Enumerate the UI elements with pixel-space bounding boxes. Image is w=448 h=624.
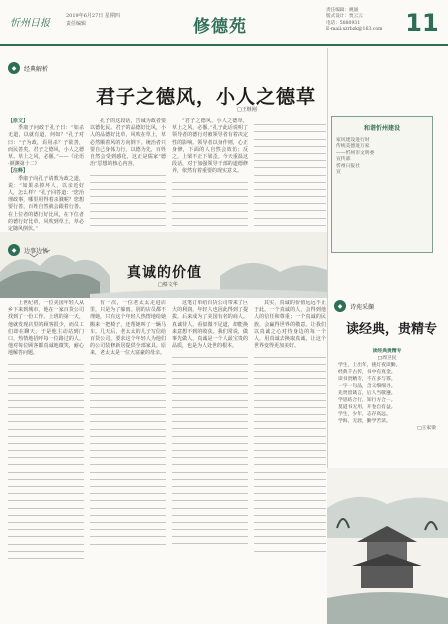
poem-signature: □王家梁 xyxy=(417,426,436,431)
poem-line: 学生，上出年，挑灯夜读勤。 xyxy=(338,363,401,368)
editor-credit: 责任编辑 xyxy=(66,21,87,27)
article2-column-1 xyxy=(8,300,84,618)
article2-headline: 真诚的价值 xyxy=(127,265,202,281)
article2-col1-text: 上世纪初，一位美国年轻人从乡下来到城市，他在一家百货公司找到了一份工作。上班的第一天，他就发现店里的顾客很少，而员工们却在聊天，于是他主动站到门口，热情地招呼每一位路过的人。他对每位顾客都真诚地微笑，耐心地解答问题。 xyxy=(8,300,84,357)
poem-block xyxy=(338,348,436,432)
poem-line: 学思结合行，知行方合一。 xyxy=(338,398,396,403)
article2-column-4 xyxy=(254,300,326,618)
paper-name: 忻州日报 xyxy=(10,18,50,29)
masthead xyxy=(0,0,448,46)
poem-line: 莫道书无用，开卷自有益。 xyxy=(338,405,396,410)
tag-dot-icon: ◆ xyxy=(334,300,346,312)
article1-tag xyxy=(8,62,48,74)
sidebar-item: ——忻州市文明委 xyxy=(336,150,375,156)
article1-column-4 xyxy=(254,118,326,232)
poem-line: 一字一句品，含义细细寻。 xyxy=(338,384,396,389)
poem-line: 经典千古传，书中有真金。 xyxy=(338,370,396,375)
article3-headline: 读经典，贵精专 xyxy=(346,322,438,337)
article3-tag-label: 诗苑采撷 xyxy=(350,303,375,311)
sidebar-item: 家风建设进行时 xyxy=(336,138,370,143)
article1-column-1 xyxy=(8,118,84,232)
tag-dot-icon: ◆ xyxy=(8,62,20,74)
pavilion-icon xyxy=(327,468,448,624)
poem-title: 读经典贵精专 xyxy=(372,348,402,354)
sidebar-box xyxy=(331,116,433,253)
tag-dot-icon: ◆ xyxy=(8,244,20,256)
article2-col3-text: 这笔订单给百货公司带来了巨大的利润，年轻人也因此得到了提拔，后来成为了美国有名的商人。真诚待人，看似微不足道，却能换来意想不到的收获。我们常说，做事先做人，真诚是一个人最宝贵的品质，也是为人处世的根本。 xyxy=(172,300,248,350)
source-label: 【原文】 xyxy=(8,118,29,124)
article1-column-3 xyxy=(172,118,248,232)
note-text: 季康子向孔子请教为政之道，说：“如果杀掉坏人，以亲近好人，怎么样？”孔子回答道：“您治理政事，哪里用得着杀戮呢？您想要行善，百姓自然就会跟着行善。在上位者的德行好比风，在下位者的德行好比草，风吹到草上，草必定随风倒伏。” xyxy=(8,175,84,232)
sidebar-title: 和谐忻州建设 xyxy=(363,125,400,132)
article2-col2-text: 有一次，一位老太太走进店里，只是为了躲雨。别的店员都不理她，只有这个年轻人热情地给她搬来一把椅子，还帮她叫了一辆马车。几天后，老太太的儿子写信给百货公司，要求这个年轻人为他们的公司装修新居提供全部家具。原来，老太太是一位大富豪的母亲。 xyxy=(90,300,166,357)
article3-tag xyxy=(334,300,374,312)
poem-line: 学海，无涯，勤学苦读。 xyxy=(338,419,391,424)
sidebar-item: 传统美德进万家 xyxy=(336,144,370,150)
pavilion-illustration xyxy=(327,468,448,624)
page-number: 11 xyxy=(405,9,439,37)
section-title: 修德苑 xyxy=(193,17,247,37)
sidebar-item: 忻州日报社 xyxy=(336,163,360,169)
poem-line: 学生，少年，志存高远。 xyxy=(338,412,391,417)
article1-tag-label: 经典解析 xyxy=(24,65,49,73)
article1-column-2 xyxy=(90,118,166,232)
masthead-info xyxy=(326,8,396,34)
article1-byline: □王继刚 xyxy=(237,107,257,113)
note-label: 【注释】 xyxy=(8,168,29,175)
article2-byline: □蔡文华 xyxy=(158,282,178,288)
poem-author: □周卫民 xyxy=(377,356,397,361)
info-line: 版式设计：贾云云 xyxy=(326,14,363,20)
article2-tag xyxy=(8,244,48,256)
source-text: 季康子问政于孔子曰：“如杀无道，以就有道，何如？”孔子对曰：“子为政，焉用杀？子欲善，而民善矣。君子之德风，小人之德草。草上之风，必偃。”——《论语·颜渊第十二》 xyxy=(8,125,84,168)
sidebar-item: 宣传部 xyxy=(336,157,351,163)
info-line: 电话：5880931 xyxy=(326,20,361,26)
poem-line: 读书贵精专，不在多与寡。 xyxy=(338,377,396,382)
article1-headline: 君子之德风，小人之德草 xyxy=(96,86,317,108)
article1-col2-text: 孔子的这段话，告诫为政者要以德化民。君子的品德好比风，小人的品德好比草，风吹在草上，草必然顺着风的方向倒下。统治者只要自己身体力行，以德为先，百姓自然会受到感化，这正是儒家“德治”思想的核心内容。 xyxy=(90,118,166,168)
article2-col4-text: 其实，真诚的价值远远不止于此。一个真诚的人，会得到他人的信任和尊重；一个真诚的民族，会赢得世界的敬意。让我们以真诚之心对待身边的每一个人，用真诚去换取真诚，让这个世界变得更加美好。 xyxy=(254,300,326,350)
article2-tag-label: 边事边悟 xyxy=(24,247,49,255)
poem-line: 先贤留箴言，后人当敬遵。 xyxy=(338,391,396,396)
issue-date: 2019年6月27日 星期四 xyxy=(66,13,120,19)
article2-column-2 xyxy=(90,300,166,618)
article2-column-3 xyxy=(172,300,248,618)
sidebar-item: 宣 xyxy=(336,170,341,176)
info-line: E-mail:xzrbzk@163.com xyxy=(326,27,383,33)
article1-col3-text: “君子之德风，小人之德草，草上之风，必偃。”孔子此话说明了领导者的德行对被领导者有着决定性的影响。领导者以身作则，心正身修，下面的人自然会效仿；反之，上梁不正下梁歪。今天重温这段话，对于加强领导干部的道德修养，依然有着重要的现实意义。 xyxy=(172,118,248,175)
info-line: 责任编辑：姚涌 xyxy=(326,8,359,13)
